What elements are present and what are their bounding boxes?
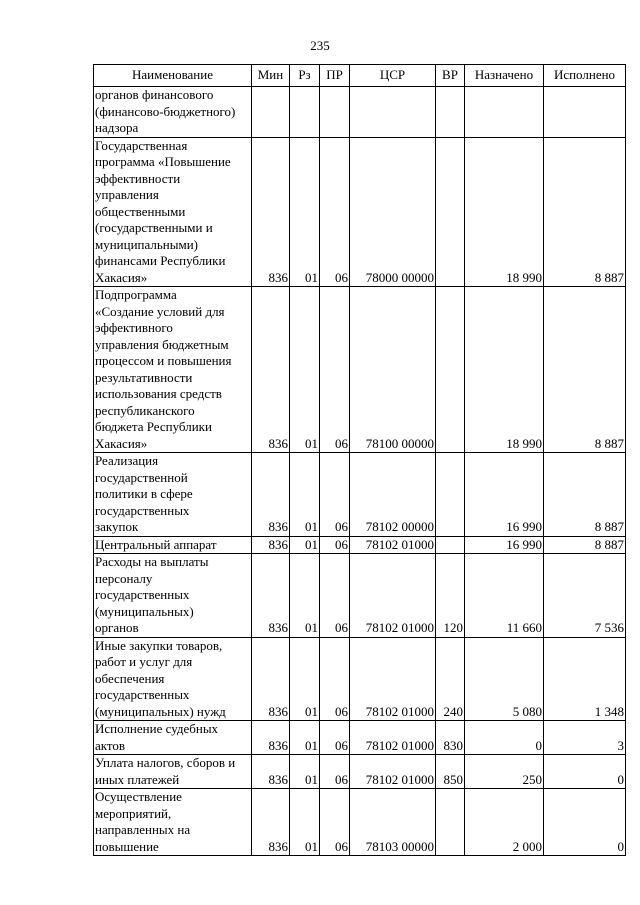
row-pr: 06: [320, 536, 350, 554]
row-name: Осуществление мероприятий, направленных на повышение: [94, 789, 252, 856]
row-vr: 850: [436, 755, 465, 789]
row-rz: 01: [290, 453, 320, 537]
row-rz: 01: [290, 789, 320, 856]
row-vr: [436, 87, 465, 138]
row-name: Реализация государственной политики в сфере государственных закупок: [94, 453, 252, 537]
row-csr: 78102 01000: [350, 554, 436, 638]
row-pr: 06: [320, 287, 350, 453]
table-row: [94, 755, 626, 789]
row-executed: [544, 87, 626, 138]
header-pr: ПР: [320, 65, 350, 87]
budget-table: [93, 64, 626, 856]
row-name: Расходы на выплаты персоналу государственных (муниципальных) органов: [94, 554, 252, 638]
row-executed: 8 887: [544, 536, 626, 554]
row-vr: [436, 287, 465, 453]
row-csr: 78102 01000: [350, 637, 436, 721]
header-rz: Рз: [290, 65, 320, 87]
row-executed: 7 536: [544, 554, 626, 638]
row-csr: 78000 00000: [350, 137, 436, 287]
row-name: Государственная программа «Повышение эффективности управления общественными (государственными и муниципальными) финансами Республики Хакасия»: [94, 137, 252, 287]
row-vr: 830: [436, 721, 465, 755]
table-row: [94, 87, 626, 138]
row-assigned: 18 990: [465, 287, 544, 453]
row-rz: 01: [290, 287, 320, 453]
row-min: 836: [252, 287, 290, 453]
row-csr: 78102 01000: [350, 536, 436, 554]
row-pr: 06: [320, 554, 350, 638]
row-name: органов финансового (финансово-бюджетного) надзора: [94, 87, 252, 138]
table-row: [94, 554, 626, 638]
row-rz: 01: [290, 721, 320, 755]
row-min: 836: [252, 137, 290, 287]
row-pr: 06: [320, 453, 350, 537]
header-vr: ВР: [436, 65, 465, 87]
row-vr: 120: [436, 554, 465, 638]
row-assigned: 11 660: [465, 554, 544, 638]
row-rz: 01: [290, 137, 320, 287]
table-row: [94, 721, 626, 755]
header-executed: Исполнено: [544, 65, 626, 87]
row-rz: 01: [290, 536, 320, 554]
row-assigned: 0: [465, 721, 544, 755]
table-row: [94, 637, 626, 721]
row-vr: [436, 453, 465, 537]
row-min: 836: [252, 637, 290, 721]
row-min: 836: [252, 453, 290, 537]
row-vr: [436, 789, 465, 856]
row-csr: 78100 00000: [350, 287, 436, 453]
row-min: 836: [252, 755, 290, 789]
row-name: Подпрограмма «Создание условий для эффективного управления бюджетным процессом и повышения результативности использования средств республиканского бюджета Республики Хакасия»: [94, 287, 252, 453]
row-assigned: 16 990: [465, 453, 544, 537]
row-executed: 8 887: [544, 137, 626, 287]
header-assigned: Назначено: [465, 65, 544, 87]
row-rz: 01: [290, 637, 320, 721]
row-assigned: 16 990: [465, 536, 544, 554]
table-header-row: [94, 65, 626, 87]
row-pr: 06: [320, 755, 350, 789]
row-assigned: [465, 87, 544, 138]
row-assigned: 2 000: [465, 789, 544, 856]
row-name: Уплата налогов, сборов и иных платежей: [94, 755, 252, 789]
header-name: Наименование: [94, 65, 252, 87]
header-min: Мин: [252, 65, 290, 87]
row-rz: 01: [290, 554, 320, 638]
row-min: 836: [252, 536, 290, 554]
row-min: [252, 87, 290, 138]
row-pr: 06: [320, 789, 350, 856]
row-assigned: 250: [465, 755, 544, 789]
table-row: [94, 453, 626, 537]
row-vr: 240: [436, 637, 465, 721]
row-csr: 78102 00000: [350, 453, 436, 537]
row-name: Исполнение судебных актов: [94, 721, 252, 755]
table-row: [94, 536, 626, 554]
row-vr: [436, 536, 465, 554]
row-csr: 78103 00000: [350, 789, 436, 856]
row-assigned: 5 080: [465, 637, 544, 721]
table-row: [94, 137, 626, 287]
row-csr: 78102 01000: [350, 721, 436, 755]
row-min: 836: [252, 554, 290, 638]
row-executed: 3: [544, 721, 626, 755]
row-csr: [350, 87, 436, 138]
table-row: [94, 789, 626, 856]
row-name: Центральный аппарат: [94, 536, 252, 554]
row-csr: 78102 01000: [350, 755, 436, 789]
row-name: Иные закупки товаров, работ и услуг для обеспечения государственных (муниципальных) нужд: [94, 637, 252, 721]
row-pr: [320, 87, 350, 138]
row-pr: 06: [320, 721, 350, 755]
row-pr: 06: [320, 137, 350, 287]
page-number: 235: [310, 38, 330, 53]
header-csr: ЦСР: [350, 65, 436, 87]
row-executed: 0: [544, 789, 626, 856]
row-rz: 01: [290, 755, 320, 789]
row-assigned: 18 990: [465, 137, 544, 287]
row-executed: 8 887: [544, 453, 626, 537]
row-min: 836: [252, 721, 290, 755]
row-executed: 1 348: [544, 637, 626, 721]
row-executed: 0: [544, 755, 626, 789]
table-row: [94, 287, 626, 453]
row-min: 836: [252, 789, 290, 856]
row-rz: [290, 87, 320, 138]
row-pr: 06: [320, 637, 350, 721]
row-vr: [436, 137, 465, 287]
row-executed: 8 887: [544, 287, 626, 453]
